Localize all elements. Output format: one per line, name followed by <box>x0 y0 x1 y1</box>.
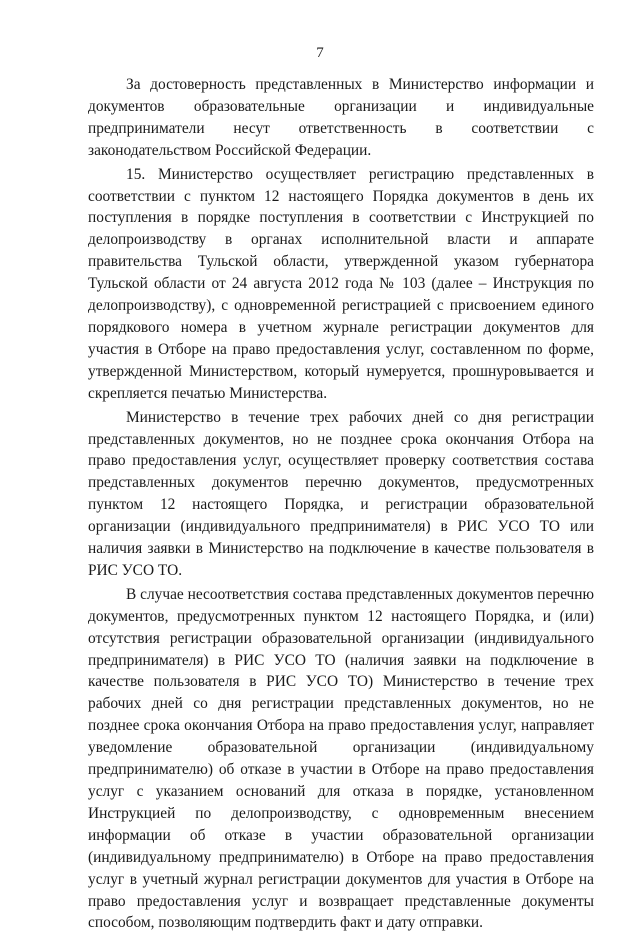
document-body <box>88 74 594 934</box>
paragraph-responsibility: За достоверность представленных в Министерство информации и документов образовательные организации и индивидуальные предприниматели несут ответственность в соответствии с законодательством Российской Федерации. <box>88 76 594 159</box>
paragraph-item-15-registration: 15. Министерство осуществляет регистрацию представленных в соответствии с пунктом 12 настоящего Порядка документов в день их поступления в порядке поступления в соответствии с Инструкцией по делопроизводству в органах исполнительной власти и аппарате правительства Тульской области, утвержденной указом губернатора Тульской области от 24 августа 2012 года № 103 (далее – Инструкция по делопроизводству), с одновременной регистрацией с присвоением единого порядкового номера в учетном журнале регистрации документов для участия в Отборе на право предоставления услуг, составленном по форме, утвержденной Министерством, который нумеруется, прошнуровывается и скрепляется печатью Министерства. <box>88 165 594 402</box>
paragraph-document-check: Министерство в течение трех рабочих дней со дня регистрации представленных документов, но не позднее срока окончания Отбора на право предоставления услуг, осуществляет проверку соответствия состава представленных документов перечню документов, предусмотренных пунктом 12 настоящего Порядка, и регистрации образовательной организации (индивидуального предпринимателя) в РИС УСО ТО или наличия заявки в Министерство на подключение в качестве пользователя в РИС УСО ТО. <box>88 408 594 579</box>
paragraph-refusal-notice: В случае несоответствия состава представленных документов перечню документов, предусмотренных пунктом 12 настоящего Порядка, и (или) отсутствия регистрации образовательной организации (индивидуального предпринимателя) в РИС УСО ТО (наличия заявки на подключение в качестве пользователя в РИС УСО ТО) Министерство в течение трех рабочих дней со дня регистрации представленных документов, но не позднее срока окончания Отбора на право предоставления услуг, направляет уведомление образовательной организации (индивидуальному предпринимателю) об отказе в участии в Отборе на право предоставления услуг с указанием оснований для отказа в порядке, установленном Инструкцией по делопроизводству, с одновременным внесением информации об отказе в участии образовательной организации (индивидуальному предпринимателю) в Отборе на право предоставления услуг в учетный журнал регистрации документов для участия в Отборе на право предоставления услуг и возвращает представленные документы способом, позволяющим подтвердить факт и дату отправки. <box>88 585 594 932</box>
page-number: 7 <box>316 45 324 61</box>
